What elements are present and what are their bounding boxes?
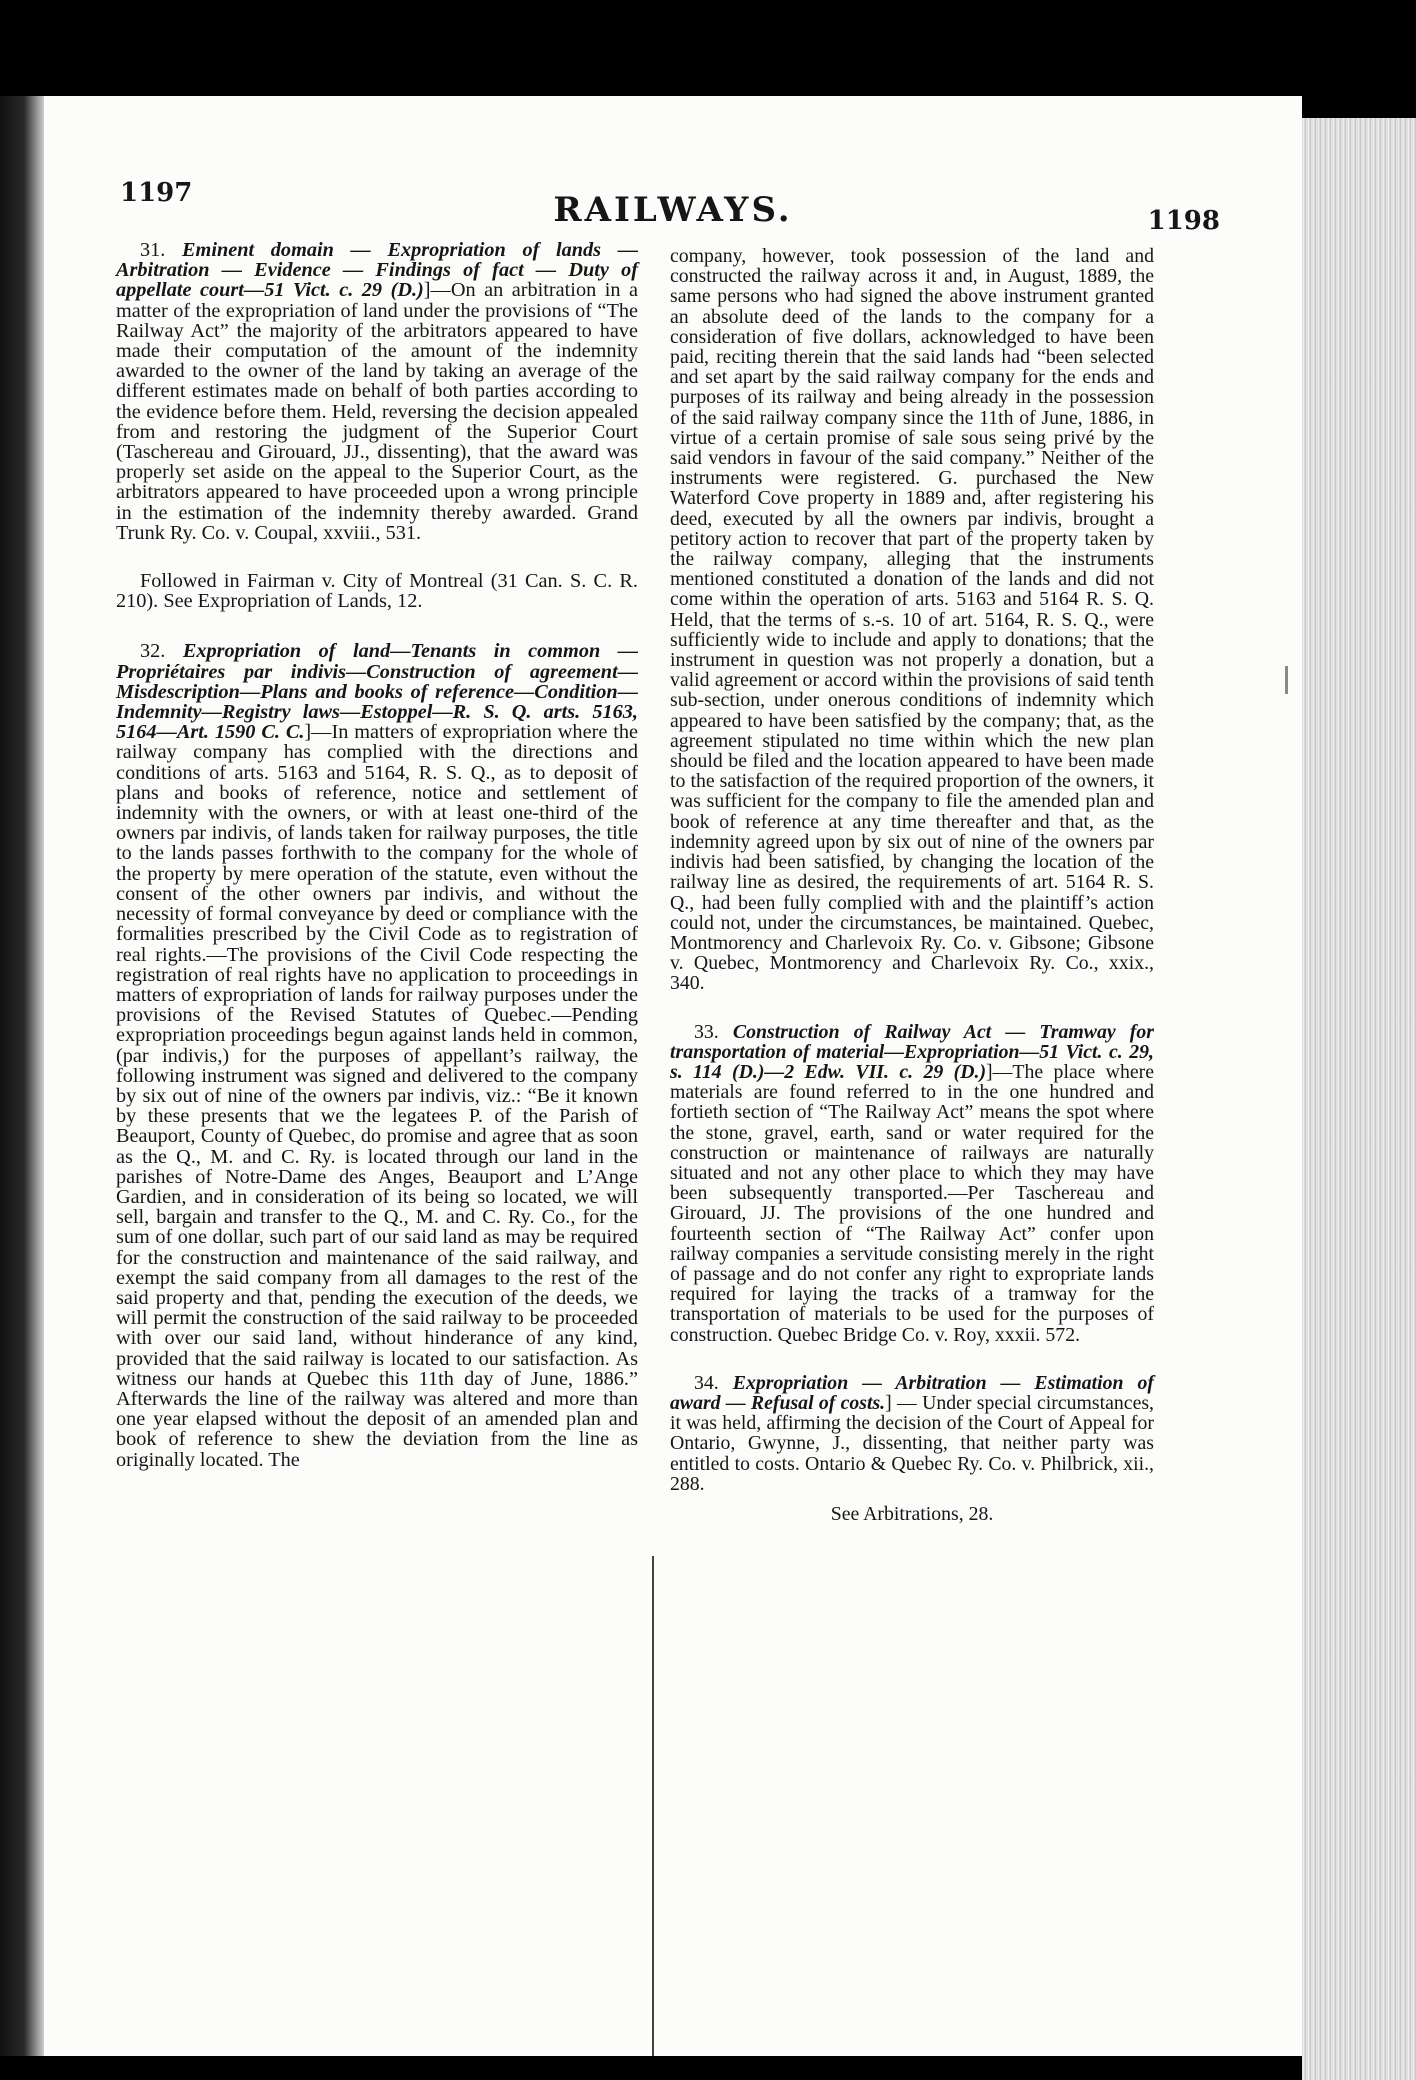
entry-text: ]—The place where materials are found referred to in the one hundred and fortieth section of “The Railway Act” means the spot where the stone, gravel, earth, sand or water required for the construction or maintenance of railways are naturally situated and not any other place to which they may have been subsequently transported.—Per Taschereau and Girouard, JJ. The provisions of the one hundred and fourteenth section of “The Railway Act” confer upon railway companies a servitude consisting merely in the right of passage and do not confer any right to expropriate lands required for laying the tracks of a tramway for the transportation of materials to be used for the purposes of construction. Quebec Bridge Co. v. Roy, xxxii. 572. — [670, 1060, 1154, 1346]
left-column — [116, 240, 638, 1498]
entry-33 — [670, 1022, 1154, 1345]
page-title: RAILWAYS. — [553, 190, 793, 230]
entry-number: 32. — [140, 640, 166, 663]
entry-heading: Eminent domain — Expropriation of lands — Arbitration — Evidence — Findings of fact — Duty of appellate court—51 Vict. c. 29 (D.) — [116, 239, 638, 302]
entry-34 — [670, 1373, 1154, 1494]
entry-heading: Construction of Railway Act — Tramway for transportation of material—Expropriation—51 Vict. c. 29, s. 114 (D.)—2 Edw. VII. c. 29 (D.) — [670, 1020, 1154, 1083]
entry-32 — [116, 641, 638, 1469]
entry-heading: Expropriation of land—Tenants in common — Propriétaires par indivis—Construction of agreement—Misdescription—Plans and books of reference—Condition—Indemnity—Registry laws—Estoppel—R. S. Q. arts. 5163, 5164—Art. 1590 C. C. — [116, 640, 638, 744]
book-page — [44, 96, 1302, 2056]
page-number-right: 1198 — [1147, 206, 1220, 236]
right-column — [670, 246, 1154, 1544]
entry-number: 31. — [140, 239, 166, 261]
entry-heading: Expropriation — Arbitration — Estimation of award — Refusal of costs. — [670, 1371, 1154, 1414]
cross-reference: Followed in Fairman v. City of Montreal (31 Can. S. C. R. 210). See Expropriation of Lands, 12. — [116, 570, 638, 613]
column-rule — [652, 1556, 654, 2056]
book-spine — [0, 96, 44, 2056]
entry-31 — [116, 240, 638, 543]
see-also: See Arbitrations, 28. — [830, 1502, 994, 1525]
entry-text: ] — Under special circumstances, it was held, affirming the decision of the Court of Appeal for Ontario, Gwynne, J., dissenting, that neither party was entitled to costs. Ontario & Quebec Ry. Co. v. Philbrick, xii., 288. — [670, 1391, 1154, 1495]
entry-32-continuation: company, however, took possession of the land and constructed the railway across it and, in August, 1889, the same persons who had signed the above instrument granted an absolute deed of the lands to the company for a consideration of five dollars, acknowledged to have been paid, reciting therein that the said lands had “been selected and set apart by the said railway company for the ends and purposes of its railway and being already in the possession of the said railway company since the 11th of June, 1886, in virtue of a certain promise of sale sous seing privé by the said vendors in favour of the said company.” Neither of the instruments were registered. G. purchased the New Waterford Cove property in 1889 and, after registering his deed, executed by all the owners par indivis, brought a petitory action to recover that part of the property taken by the railway company, alleging that the instruments mentioned constituted a donation of the lands and did not come within the operation of arts. 5163 and 5164 R. S. Q. Held, that the terms of s.-s. 10 of art. 5164, R. S. Q., were sufficiently wide to include and apply to donations; that the instrument in question was not properly a donation, but a valid agreement or accord within the provisions of said tenth sub-section, under onerous conditions of indemnity which appeared to have been satisfied by the company; that, as the agreement stipulated no time within which the new plan should be filed and the location appeared to have been made to the satisfaction of the required proportion of the owners, it was sufficient for the company to file the amended plan and book of reference at any time thereafter and that, as the indemnity agreed upon by six out of nine of the owners par indivis had been satisfied, by changing the location of the railway line as desired, the requirements of art. 5164 R. S. Q., had been fully complied with and the plaintiff’s action could not, under the circumstances, be maintained. Quebec, Montmorency and Charlevoix Ry. Co. v. Gibsone; Gibsone v. Quebec, Montmorency and Charlevoix Ry. Co., xxix., 340. — [670, 245, 1154, 995]
page-edges — [1302, 118, 1416, 2080]
entry-text: ]—In matters of expropriation where the railway company has complied with the directions and conditions of arts. 5163 and 5164, R. S. Q., as to deposit of plans and books of reference, notice and settlement of indemnity with the owners, or with at least one-third of the owners par indivis, of lands taken for railway purposes, the title to the lands passes forthwith to the company for the whole of the property by mere operation of the statute, even without the consent of the other owners par indivis, and without the necessity of formal conveyance by deed or compliance with the formalities prescribed by the Civil Code as to registration of real rights.—The provisions of the Civil Code respecting the registration of real rights have no application to proceedings in matters of expropriation of lands for railway purposes under the provisions of the Revised Statutes of Quebec.—Pending expropriation proceedings begun against lands held in common, (par indivis,) for the purposes of appellant’s railway, the following instrument was signed and delivered to the company by six out of nine of the owners par indivis, viz.: “Be it known by these presents that we the legatees P. of the Parish of Beauport, County of Quebec, do promise and agree that as soon as the Q., M. and C. Ry. is located through our land in the parishes of Notre-Dame des Anges, Beauport and L’Ange Gardien, and in consideration of its being so located, we will sell, bargain and transfer to the Q., M. and C. Ry. Co., for the sum of one dollar, such part of our said land as may be required for the construction and maintenance of the said railway, and exempt the said company from all damages to the rest of the said property and that, pending the execution of the deeds, we will permit the construction of the said railway to be proceeded with over our said land, without hinderance of any kind, provided that the said railway is located to our satisfaction. As witness our hands at Quebec this 11th day of June, 1886.” Afterwards the line of the railway was altered and more than one year elapsed without the deposit of an amended plan and book of reference to shew the deviation from the line as originally located. The — [116, 721, 638, 1471]
entry-number: 34. — [694, 1371, 719, 1394]
page-number-left: 1197 — [120, 178, 193, 208]
entry-text: ]—On an arbitration in a matter of the expropriation of land under the provisions of “The Railway Act” the majority of the arbitrators appeared to have made their computation of the amount of the indemnity awarded to the owner of the land by taking an average of the different estimates made on behalf of both parties according to the evidence before them. Held, reversing the decision appealed from and restoring the judgment of the Superior Court (Taschereau and Girouard, JJ., dissenting), that the award was properly set aside on the appeal to the Superior Court, as the arbitrators appeared to have proceeded upon a wrong principle in the estimation of the indemnity thereby awarded. Grand Trunk Ry. Co. v. Coupal, xxviii., 531. — [116, 279, 638, 544]
entry-number: 33. — [694, 1020, 719, 1043]
page-mark — [1285, 666, 1288, 694]
